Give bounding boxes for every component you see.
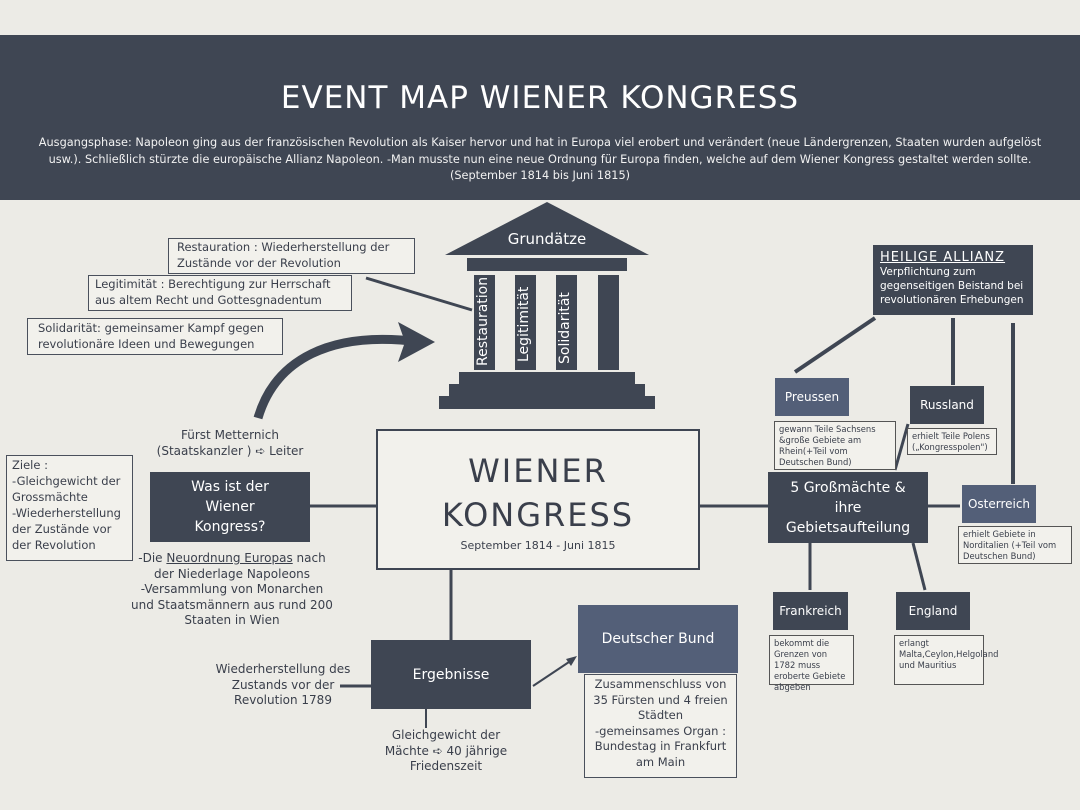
- column-plain: [598, 275, 619, 370]
- was-ist-box: Was ist der Wiener Kongress?: [150, 472, 310, 542]
- principle-solidaritaet: Solidarität: gemeinsamer Kampf gegen revolutionäre Ideen und Bewegungen: [27, 318, 283, 355]
- center-dates: September 1814 - Juni 1815: [460, 539, 616, 552]
- ergebnisse-box: Ergebnisse: [371, 640, 531, 709]
- column-label-solidaritaet: Solidarität: [557, 292, 573, 364]
- ergebnisse-arrow-shaft: [533, 660, 572, 686]
- intro-text: Ausgangsphase: Napoleon ging aus der französischen Revolution als Kaiser hervor und hat in Europa viel erobert und verändert (neue Ländergrenzen, Staaten wurden aufgelöst usw.). Schließlich stürzte die europäische Allianz Napoleon. -Man musste nun eine neue Ordnung für Europa finden, welche auf dem Wiener Kongress gestaltet werden sollte. (September 1814 bis Juni 1815): [38, 136, 1042, 182]
- neuordnung-link-text: Neuordnung Europas: [166, 551, 293, 565]
- principle-legitimitaet: Legitimität : Berechtigung zur Herrschaft aus altem Recht und Gottesgnadentum: [88, 275, 352, 311]
- grossmaechte-box: 5 Großmächte & ihre Gebietsaufteilung: [768, 472, 928, 543]
- power-preussen-desc: gewann Teile Sachsens &große Gebiete am Rhein(+Teil vom Deutschen Bund): [774, 421, 896, 470]
- heilige-allianz-description: Verpflichtung zum gegenseitigen Beistand bei revolutionären Erhebungen: [880, 266, 1024, 306]
- power-england: England: [896, 592, 970, 630]
- ziele-box: Ziele : -Gleichgewicht der Grossmächte -Wiederherstellung der Zustände vor der Revolution: [6, 455, 133, 561]
- power-frankreich: Frankreich: [773, 592, 848, 630]
- power-osterreich-desc: erhielt Gebiete in Norditalien (+Teil vom Deutschen Bund): [958, 526, 1072, 564]
- temple-title: Grundätze: [507, 230, 587, 248]
- metternich-label: Fürst Metternich (Staatskanzler ) ➪ Leiter: [156, 428, 304, 458]
- power-osterreich: Osterreich: [962, 485, 1036, 523]
- wiener-kongress-box: [376, 429, 700, 570]
- deutscher-bund-description: Zusammenschluss von 35 Fürsten und 4 freien Städten -gemeinsames Organ : Bundestag in Frankfurt am Main: [584, 674, 737, 778]
- ergebnisse-left-text: Wiederherstellung des Zustands vor der Revolution 1789: [215, 662, 351, 707]
- power-preussen: Preussen: [775, 378, 849, 416]
- power-england-desc: erlangt Malta,Ceylon,Helgoland und Mauritius: [894, 635, 984, 685]
- ergebnisse-arrow-head: [566, 656, 577, 666]
- heilige-allianz-title: HEILIGE ALLIANZ: [880, 250, 1006, 265]
- center-title-line1: WIENER: [468, 452, 608, 490]
- heilige-allianz-box: [873, 245, 1033, 315]
- column-label-legitimitaet: Legitimität: [516, 286, 532, 362]
- was-ist-description: -Die Neuordnung Europas nach der Niederlage Napoleons -Versammlung von Monarchen und Staatsmännern aus rund 200 Staaten in Wien: [131, 551, 333, 627]
- deutscher-bund-box: Deutscher Bund: [578, 605, 738, 673]
- allianz-preussen-line: [795, 318, 875, 372]
- page-title: EVENT MAP WIENER KONGRESS: [280, 80, 800, 116]
- power-russland: Russland: [910, 386, 984, 424]
- temple-icon: [437, 200, 657, 412]
- power-russland-desc: erhielt Teile Polens („Kongresspolen"): [907, 428, 997, 455]
- england-link-line: [913, 543, 925, 590]
- column-label-restauration: Restauration: [475, 276, 491, 366]
- power-frankreich-desc: bekommt die Grenzen von 1782 muss eroberte Gebiete abgeben: [769, 635, 854, 685]
- ergebnisse-bottom-text: Gleichgewicht der Mächte ➪ 40 jährige Friedenszeit: [384, 728, 508, 773]
- center-title-line2: KONGRESS: [441, 496, 635, 534]
- principle-restauration: Restauration : Wiederherstellung der Zustände vor der Revolution: [168, 238, 415, 274]
